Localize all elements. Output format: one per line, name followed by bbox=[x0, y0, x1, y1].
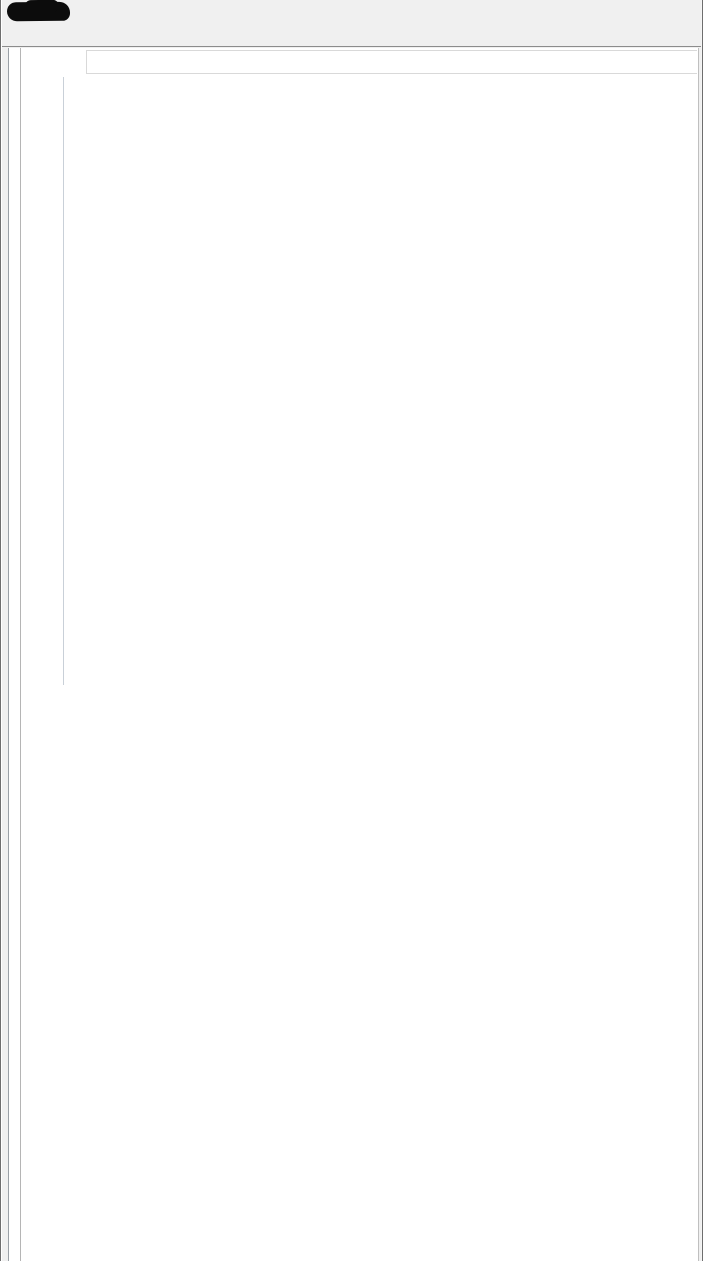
window-border-left-highlight bbox=[1, 0, 2, 1261]
tab-bar bbox=[5, 24, 701, 46]
summary-pane bbox=[2, 46, 702, 1261]
admx-note-row bbox=[86, 50, 697, 74]
redaction-blob bbox=[7, 2, 70, 22]
window-border-right-highlight bbox=[701, 0, 702, 1261]
report-title-bar bbox=[0, 0, 703, 24]
report-area bbox=[8, 48, 699, 1261]
laps-policy-region bbox=[63, 77, 698, 685]
